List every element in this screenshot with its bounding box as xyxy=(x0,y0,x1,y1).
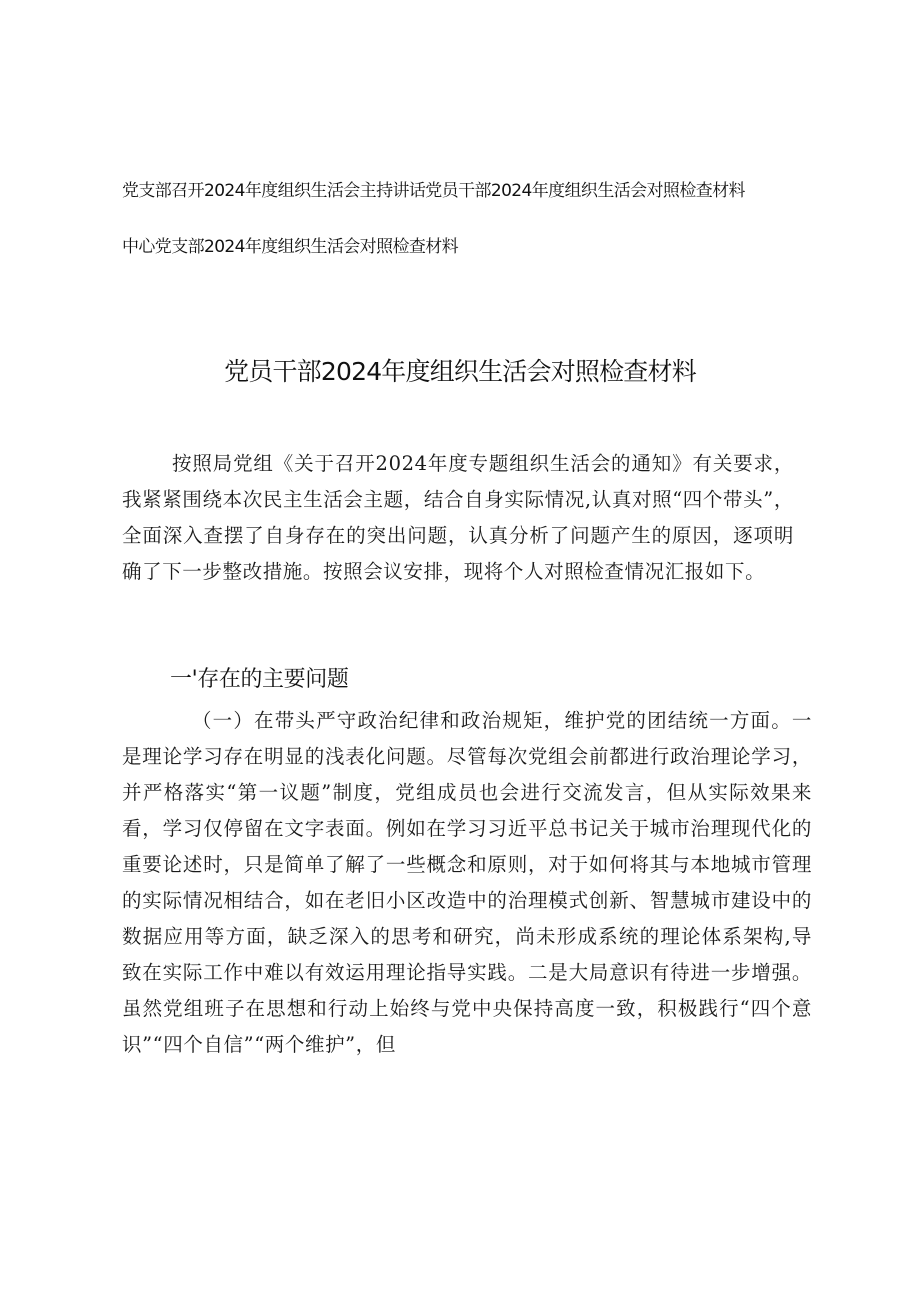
toc-line-1: 党支部召开2024年度组织生活会主持讲话党员干部2024年度组织生活会对照检查材料 xyxy=(122,181,745,201)
section-paragraph: （一）在带头严守政治纪律和政治规矩，维护党的团结统一方面。一是理论学习存在明显的浅表化问题。尽管每次党组会前都进行政治理论学习，并严格落实“第一议题”制度，党组成员也会进行交流发言，但从实际效果来看，学习仅停留在文字表面。例如在学习习近平总书记关于城市治理现代化的重要论述时，只是简单了解了一些概念和原则，对于如何将其与本地城市管理的实际情况相结合，如在老旧小区改造中的治理模式创新、智慧城市建设中的数据应用等方面，缺乏深入的思考和研究，尚未形成系统的理论体系架构,导致在实际工作中难以有效运用理论指导实践。二是大局意识有待进一步增强。虽然党组班子在思想和行动上始终与党中央保持高度一致，积极践行“四个意识”“四个自信”“两个维护”，但 xyxy=(122,709,812,1056)
section-heading: 一'存在的主要问题 xyxy=(170,667,349,692)
intro-paragraph: 按照局党组《关于召开2024年度专题组织生活会的通知》有关要求，我紧紧围绕本次民主生活会主题，结合自身实际情况,认真对照“四个带头”，全面深入查摆了自身存在的突出问题，认真分析了问题产生的原因，逐项明确了下一步整改措施。按照会议安排，现将个人对照检查情况汇报如下。 xyxy=(122,452,794,583)
document-title: 党员干部2024年度组织生活会对照检查材料 xyxy=(224,357,696,386)
toc-line-2: 中心党支部2024年度组织生活会对照检查材料 xyxy=(122,237,459,257)
